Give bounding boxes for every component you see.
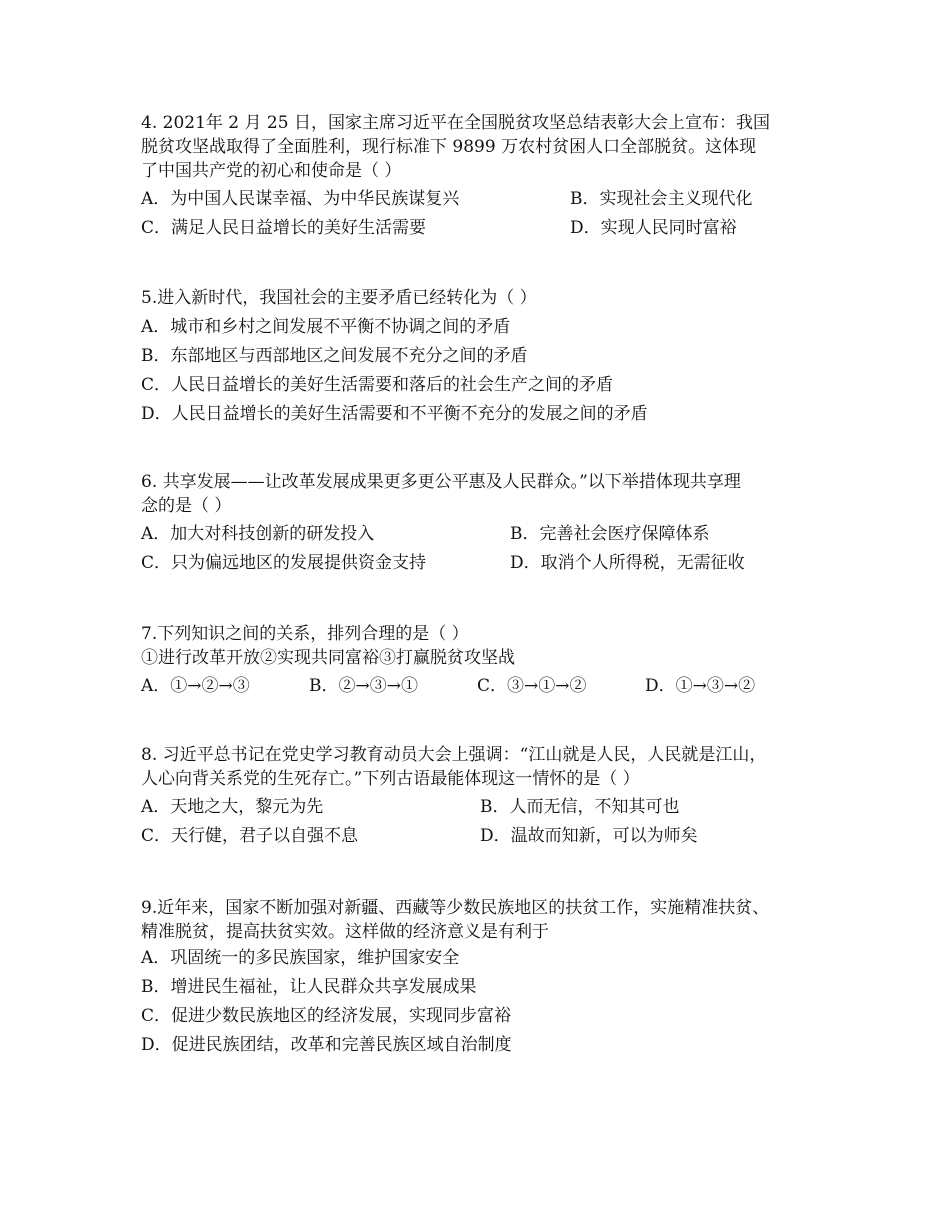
question-stem-line: 9.近年来，国家不断加强对新疆、西藏等少数民族地区的扶贫工作，实施精准扶贫、 bbox=[141, 898, 770, 918]
question-stem-line: 精准脱贫，提高扶贫实效。这样做的经济意义是有利于 bbox=[141, 922, 549, 942]
question-9 bbox=[141, 896, 841, 1060]
option-a: A．城市和乡村之间发展不平衡不协调之间的矛盾 bbox=[141, 317, 511, 337]
option-c: C．只为偏远地区的发展提供资金支持 bbox=[141, 553, 427, 573]
question-stem-line: 6. 共享发展——让改革发展成果更多更公平惠及人民群众。”以下举措体现共享理 bbox=[141, 472, 741, 492]
question-4 bbox=[141, 111, 841, 243]
option-a: A．加大对科技创新的研发投入 bbox=[141, 524, 375, 544]
question-stem-line: 念的是（ ） bbox=[141, 496, 232, 516]
question-stem-line: 人心向背关系党的生死存亡。”下列古语最能体现这一情怀的是（ ） bbox=[141, 769, 640, 789]
option-b: B．②→③→① bbox=[309, 676, 418, 696]
option-b: B．增进民生福祉，让人民群众共享发展成果 bbox=[141, 977, 477, 997]
option-d: D．①→③→② bbox=[645, 676, 756, 696]
option-c: C．促进少数民族地区的经济发展，实现同步富裕 bbox=[141, 1006, 512, 1026]
option-row bbox=[141, 520, 841, 549]
question-7 bbox=[141, 622, 841, 701]
question-stem-line: 脱贫攻坚战取得了全面胜利，现行标准下 9899 万农村贫困人口全部脱贫。这体现 bbox=[141, 137, 757, 157]
option-d: D．人民日益增长的美好生活需要和不平衡不充分的发展之间的矛盾 bbox=[141, 404, 648, 424]
question-stem-line: 5.进入新时代，我国社会的主要矛盾已经转化为（ ） bbox=[141, 288, 537, 308]
question-stem-line: 4. 2021年 2 月 25 日，国家主席习近平在全国脱贫攻坚总结表彰大会上宣布：我国 bbox=[141, 113, 770, 133]
option-b: B．东部地区与西部地区之间发展不充分之间的矛盾 bbox=[141, 346, 528, 366]
option-c: C．人民日益增长的美好生活需要和落后的社会生产之间的矛盾 bbox=[141, 375, 614, 395]
option-d: D．促进民族团结，改革和完善民族区域自治制度 bbox=[141, 1035, 512, 1055]
option-row bbox=[141, 672, 841, 701]
question-stem-line: ①进行改革开放②实现共同富裕③打赢脱贫攻坚战 bbox=[141, 648, 515, 668]
option-row bbox=[141, 214, 841, 243]
option-row bbox=[141, 185, 841, 214]
question-stem-line: 了中国共产党的初心和使命是（ ） bbox=[141, 161, 402, 181]
option-row bbox=[141, 793, 841, 822]
question-5 bbox=[141, 284, 841, 429]
option-c: C．天行健，君子以自强不息 bbox=[141, 826, 359, 846]
option-c: C．满足人民日益增长的美好生活需要 bbox=[141, 218, 427, 238]
option-row bbox=[141, 549, 841, 578]
option-c: C．③→①→② bbox=[477, 676, 587, 696]
option-b: B．实现社会主义现代化 bbox=[570, 189, 753, 209]
option-b: B．完善社会医疗保障体系 bbox=[510, 524, 710, 544]
question-stem-line: 8. 习近平总书记在党史学习教育动员大会上强调：“江山就是人民，人民就是江山， bbox=[141, 745, 767, 765]
option-a: A．巩固统一的多民族国家，维护国家安全 bbox=[141, 948, 460, 968]
option-a: A．为中国人民谋幸福、为中华民族谋复兴 bbox=[141, 189, 460, 209]
question-8 bbox=[141, 743, 841, 851]
option-d: D．取消个人所得税，无需征收 bbox=[510, 553, 745, 573]
option-a: A．天地之大，黎元为先 bbox=[141, 797, 324, 817]
option-row bbox=[141, 822, 841, 851]
option-a: A．①→②→③ bbox=[141, 676, 250, 696]
question-6 bbox=[141, 470, 841, 578]
option-d: D．温故而知新，可以为师矣 bbox=[480, 826, 698, 846]
option-d: D．实现人民同时富裕 bbox=[570, 218, 737, 238]
question-stem-line: 7.下列知识之间的关系，排列合理的是（ ） bbox=[141, 624, 469, 644]
option-b: B．人而无信，不知其可也 bbox=[480, 797, 680, 817]
